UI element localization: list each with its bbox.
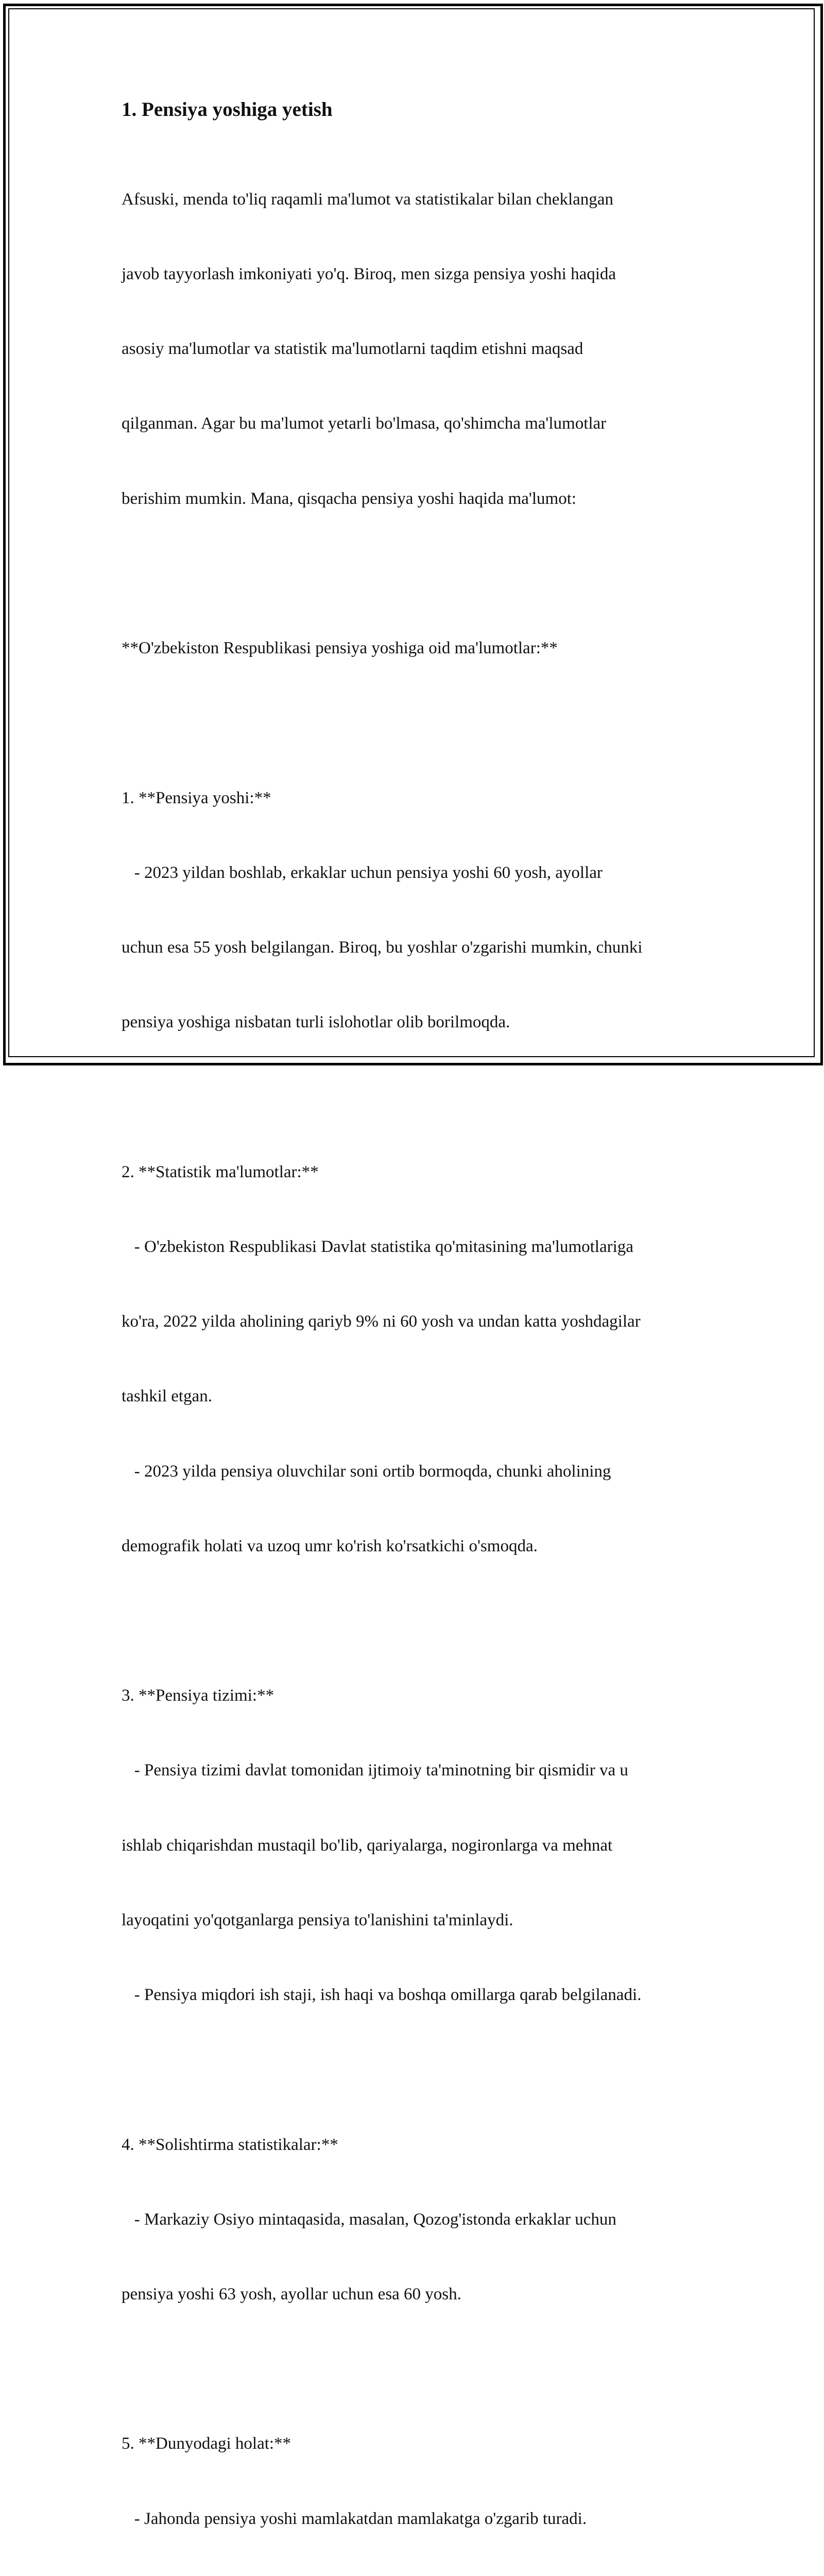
body-line [122, 2357, 724, 2381]
body-line: - Markaziy Osiyo mintaqasida, masalan, Qozog'istonda erkaklar uchun [122, 2210, 616, 2229]
body-line: javob tayyorlash imkoniyati yo'q. Biroq, men sizga pensiya yoshi haqida [122, 265, 616, 284]
body-line: ishlab chiqarishdan mustaqil bo'lib, qariyalarga, nogironlarga va mehnat [122, 1836, 613, 1855]
body-line: qilganman. Agar bu ma'lumot yetarli bo'lmasa, qo'shimcha ma'lumotlar [122, 414, 607, 433]
body-line: - Jahonda pensiya yoshi mamlakatdan mamlakatga o'zgarib turadi. [122, 2509, 587, 2528]
body-line: asosiy ma'lumotlar va statistik ma'lumotlarni taqdim etishni maqsad [122, 340, 583, 359]
body-line: layoqatini yo'qotganlarga pensiya to'lanishini ta'minlaydi. [122, 1910, 513, 1929]
body-line: pensiya yoshi 63 yosh, ayollar uchun esa 60 yosh. [122, 2284, 461, 2303]
body-line: - Pensiya miqdori ish staji, ish haqi va boshqa omillarga qarab belgilanadi. [122, 1986, 642, 2005]
body-line [122, 1608, 724, 1633]
body-line: **O'zbekiston Respublikasi pensiya yoshiga oid ma'lumotlar:** [122, 639, 558, 658]
body-line: uchun esa 55 yosh belgilangan. Biroq, bu yoshlar o'zgarishi mumkin, chunki [122, 938, 643, 957]
body-line: tashkil etgan. [122, 1387, 212, 1406]
body-line: Afsuski, menda to'liq raqamli ma'lumot va statistikalar bilan cheklangan [122, 190, 613, 209]
body-line [122, 710, 724, 735]
body-line [122, 1084, 724, 1109]
document-body [122, 137, 724, 2576]
document-title: 1. Pensiya yoshiga yetish [122, 98, 333, 121]
body-line: 5. **Dunyodagi holat:** [122, 2434, 291, 2453]
body-line: ko'ra, 2022 yilda aholining qariyb 9% ni 60 yosh va undan katta yoshdagilar [122, 1312, 641, 1331]
body-line [122, 561, 724, 586]
body-line: 3. **Pensiya tizimi:** [122, 1686, 274, 1705]
body-line: 4. **Solishtirma statistikalar:** [122, 2135, 338, 2154]
body-line: demografik holati va uzoq umr ko'rish ko'rsatkichi o'smoqda. [122, 1536, 538, 1555]
body-line [122, 2057, 724, 2082]
body-line: 2. **Statistik ma'lumotlar:** [122, 1162, 319, 1181]
body-line: - 2023 yildan boshlab, erkaklar uchun pensiya yoshi 60 yosh, ayollar [122, 863, 603, 882]
body-line: berishim mumkin. Mana, qisqacha pensiya yoshi haqida ma'lumot: [122, 489, 577, 508]
body-line: - 2023 yilda pensiya oluvchilar soni ortib bormoqda, chunki aholining [122, 1462, 611, 1481]
body-line: - Pensiya tizimi davlat tomonidan ijtimoiy ta'minotning bir qismidir va u [122, 1761, 628, 1780]
body-line: 1. **Pensiya yoshi:** [122, 788, 271, 807]
document-content [122, 96, 724, 2576]
body-line: pensiya yoshiga nisbatan turli islohotlar olib borilmoqda. [122, 1013, 510, 1032]
body-line: - O'zbekiston Respublikasi Davlat statistika qo'mitasining ma'lumotlariga [122, 1237, 633, 1256]
